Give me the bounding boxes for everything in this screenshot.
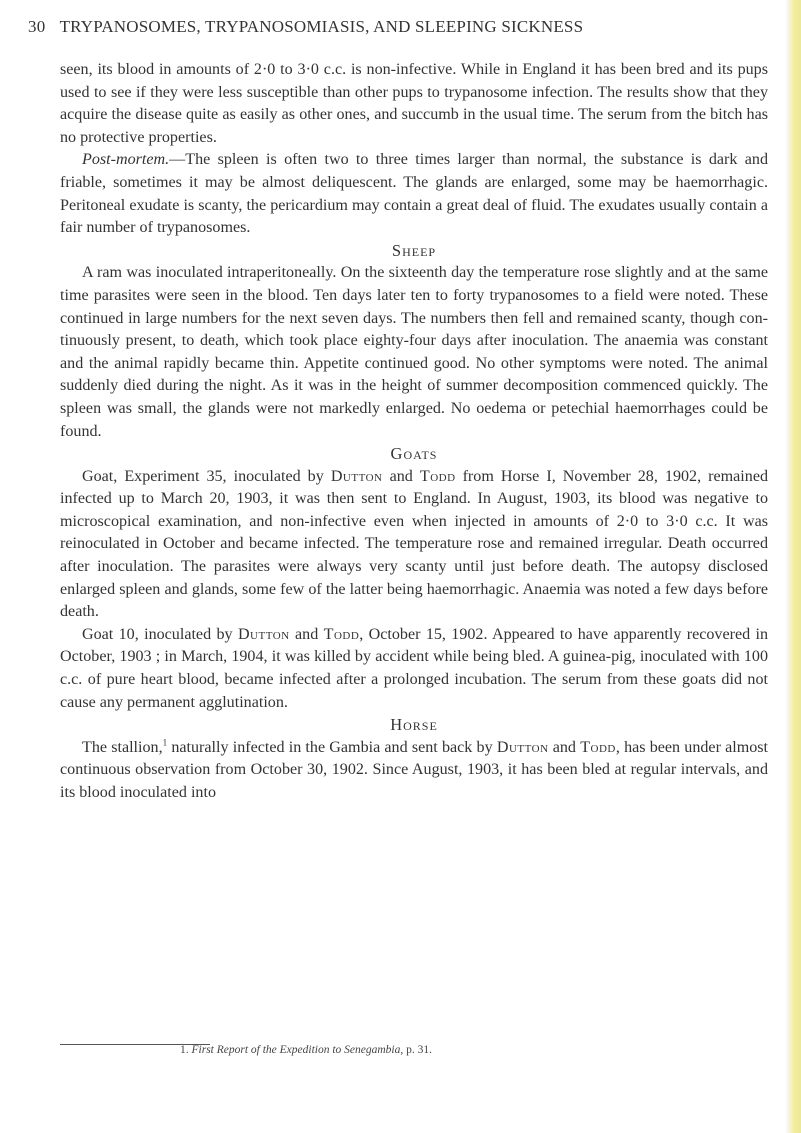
paragraph-post-mortem [60, 149, 768, 239]
author-dutton: Dutton [237, 625, 290, 643]
paragraph-goat-35 [60, 466, 768, 624]
author-todd: Todd [419, 467, 456, 485]
footnote-number: 1. [180, 1044, 189, 1056]
running-header [28, 17, 770, 37]
horse-text-b: naturally infected in the Gambia and sent back by [171, 738, 493, 756]
paragraph-dog-continued: seen, its blood in amounts of 2·0 to 3·0 c.c. is non-infective. While in England it has been bred and its pups used to see if they were less susceptible than other pups to trypanosome infection. The results show that they acquire the disease quite as easily as other ones, and succumb in the usual time. The serum from the bitch has no protective properties. [60, 61, 768, 146]
goat-35-text-b: from Horse I, November 28, 1902, remained infected up to March 20, 1903, it was then sent to England. In August, 1903, its blood was negative to microscopical examination, and non-infective even when injected in amounts of 2·0 to 3·0 c.c. It was reinoculated in October and became infected. The temperature rose and remained irregular. Death occurred after inoculation. The parasites were always very scanty until just before death. The autopsy disclosed enlarged spleen and glands, some few of the latter being haemorrhagic. Anaemia was noted a few days before death. [60, 467, 769, 621]
page-edge [789, 0, 801, 1133]
and-text: and [295, 625, 319, 643]
running-title: TRYPANOSOMES, TRYPANOSOMIASIS, AND SLEEPING SICKNESS [59, 17, 584, 36]
paragraph-horse [60, 737, 768, 805]
horse-text-a: The stallion, [82, 738, 163, 756]
paragraph-goat-10 [60, 624, 768, 714]
heading-goats: Goats [390, 444, 438, 464]
author-todd: Todd [323, 625, 360, 643]
and-text: and [389, 467, 413, 485]
heading-horse: Horse [390, 715, 438, 735]
page-number: 30 [28, 17, 46, 36]
footnote-page: p. 31. [406, 1044, 433, 1056]
goat-10-text-a: Goat 10, inoculated by [82, 625, 233, 643]
goat-10-text-b: , October 15, 1902. Appeared to have apparently recovered in October, 1903 ; in March, 1904, it was killed by accident while being bled. A guinea-pig, inoculated with 100 c.c. of pure heart blood, became infected after a prolonged incubation. The serum from these goats did not cause any permanent agglutination. [60, 625, 769, 711]
main-text [60, 59, 768, 805]
author-dutton: Dutton [330, 467, 383, 485]
footnote-marker[interactable]: 1 [162, 737, 168, 748]
author-todd: Todd [580, 738, 616, 756]
horse-text-c: , has been under almost continuous observation from October 30, 1902. Since August, 1903, it has been bled at regular intervals, and its blood inoculated into [60, 738, 769, 801]
and-text: and [552, 738, 576, 756]
goat-35-text-a: Goat, Experiment 35, inoculated by [82, 467, 324, 485]
heading-sheep: Sheep [391, 240, 437, 260]
author-dutton: Dutton [496, 738, 549, 756]
footnote-title: First Report of the Expedition to Senegambia, [191, 1044, 404, 1056]
post-mortem-lead: Post-mortem. [82, 151, 170, 169]
post-mortem-text: —The spleen is often two to three times larger than normal, the substance is dark and friable, sometimes it may be almost deliquescent. The glands are enlarged, some may be haemorrhagic. Peritoneal exudate is scanty, the pericardium may contain a great deal of fluid. The exudates usually contain a fair number of trypanosomes. [60, 151, 768, 237]
footnote [180, 1044, 740, 1056]
paragraph-sheep: A ram was inoculated intraperitoneally. On the sixteenth day the temperature rose slightly and at the same time parasites were seen in the blood. Ten days later ten to forty trypanosomes to a field were noted. These continued in large numbers for the next seven days. The numbers then fell and remained scanty, though continuously present, to death, which took place eighty-four days after inoculation. The anaemia was constant and the animal rapidly became thin. Appetite continued good. No other symptoms were noted. The animal suddenly died during the night. As it was in the height of summer decomposition commenced quickly. The spleen was small, the glands were not markedly enlarged. No oedema or petechial haemorrhages could be found. [60, 264, 768, 440]
